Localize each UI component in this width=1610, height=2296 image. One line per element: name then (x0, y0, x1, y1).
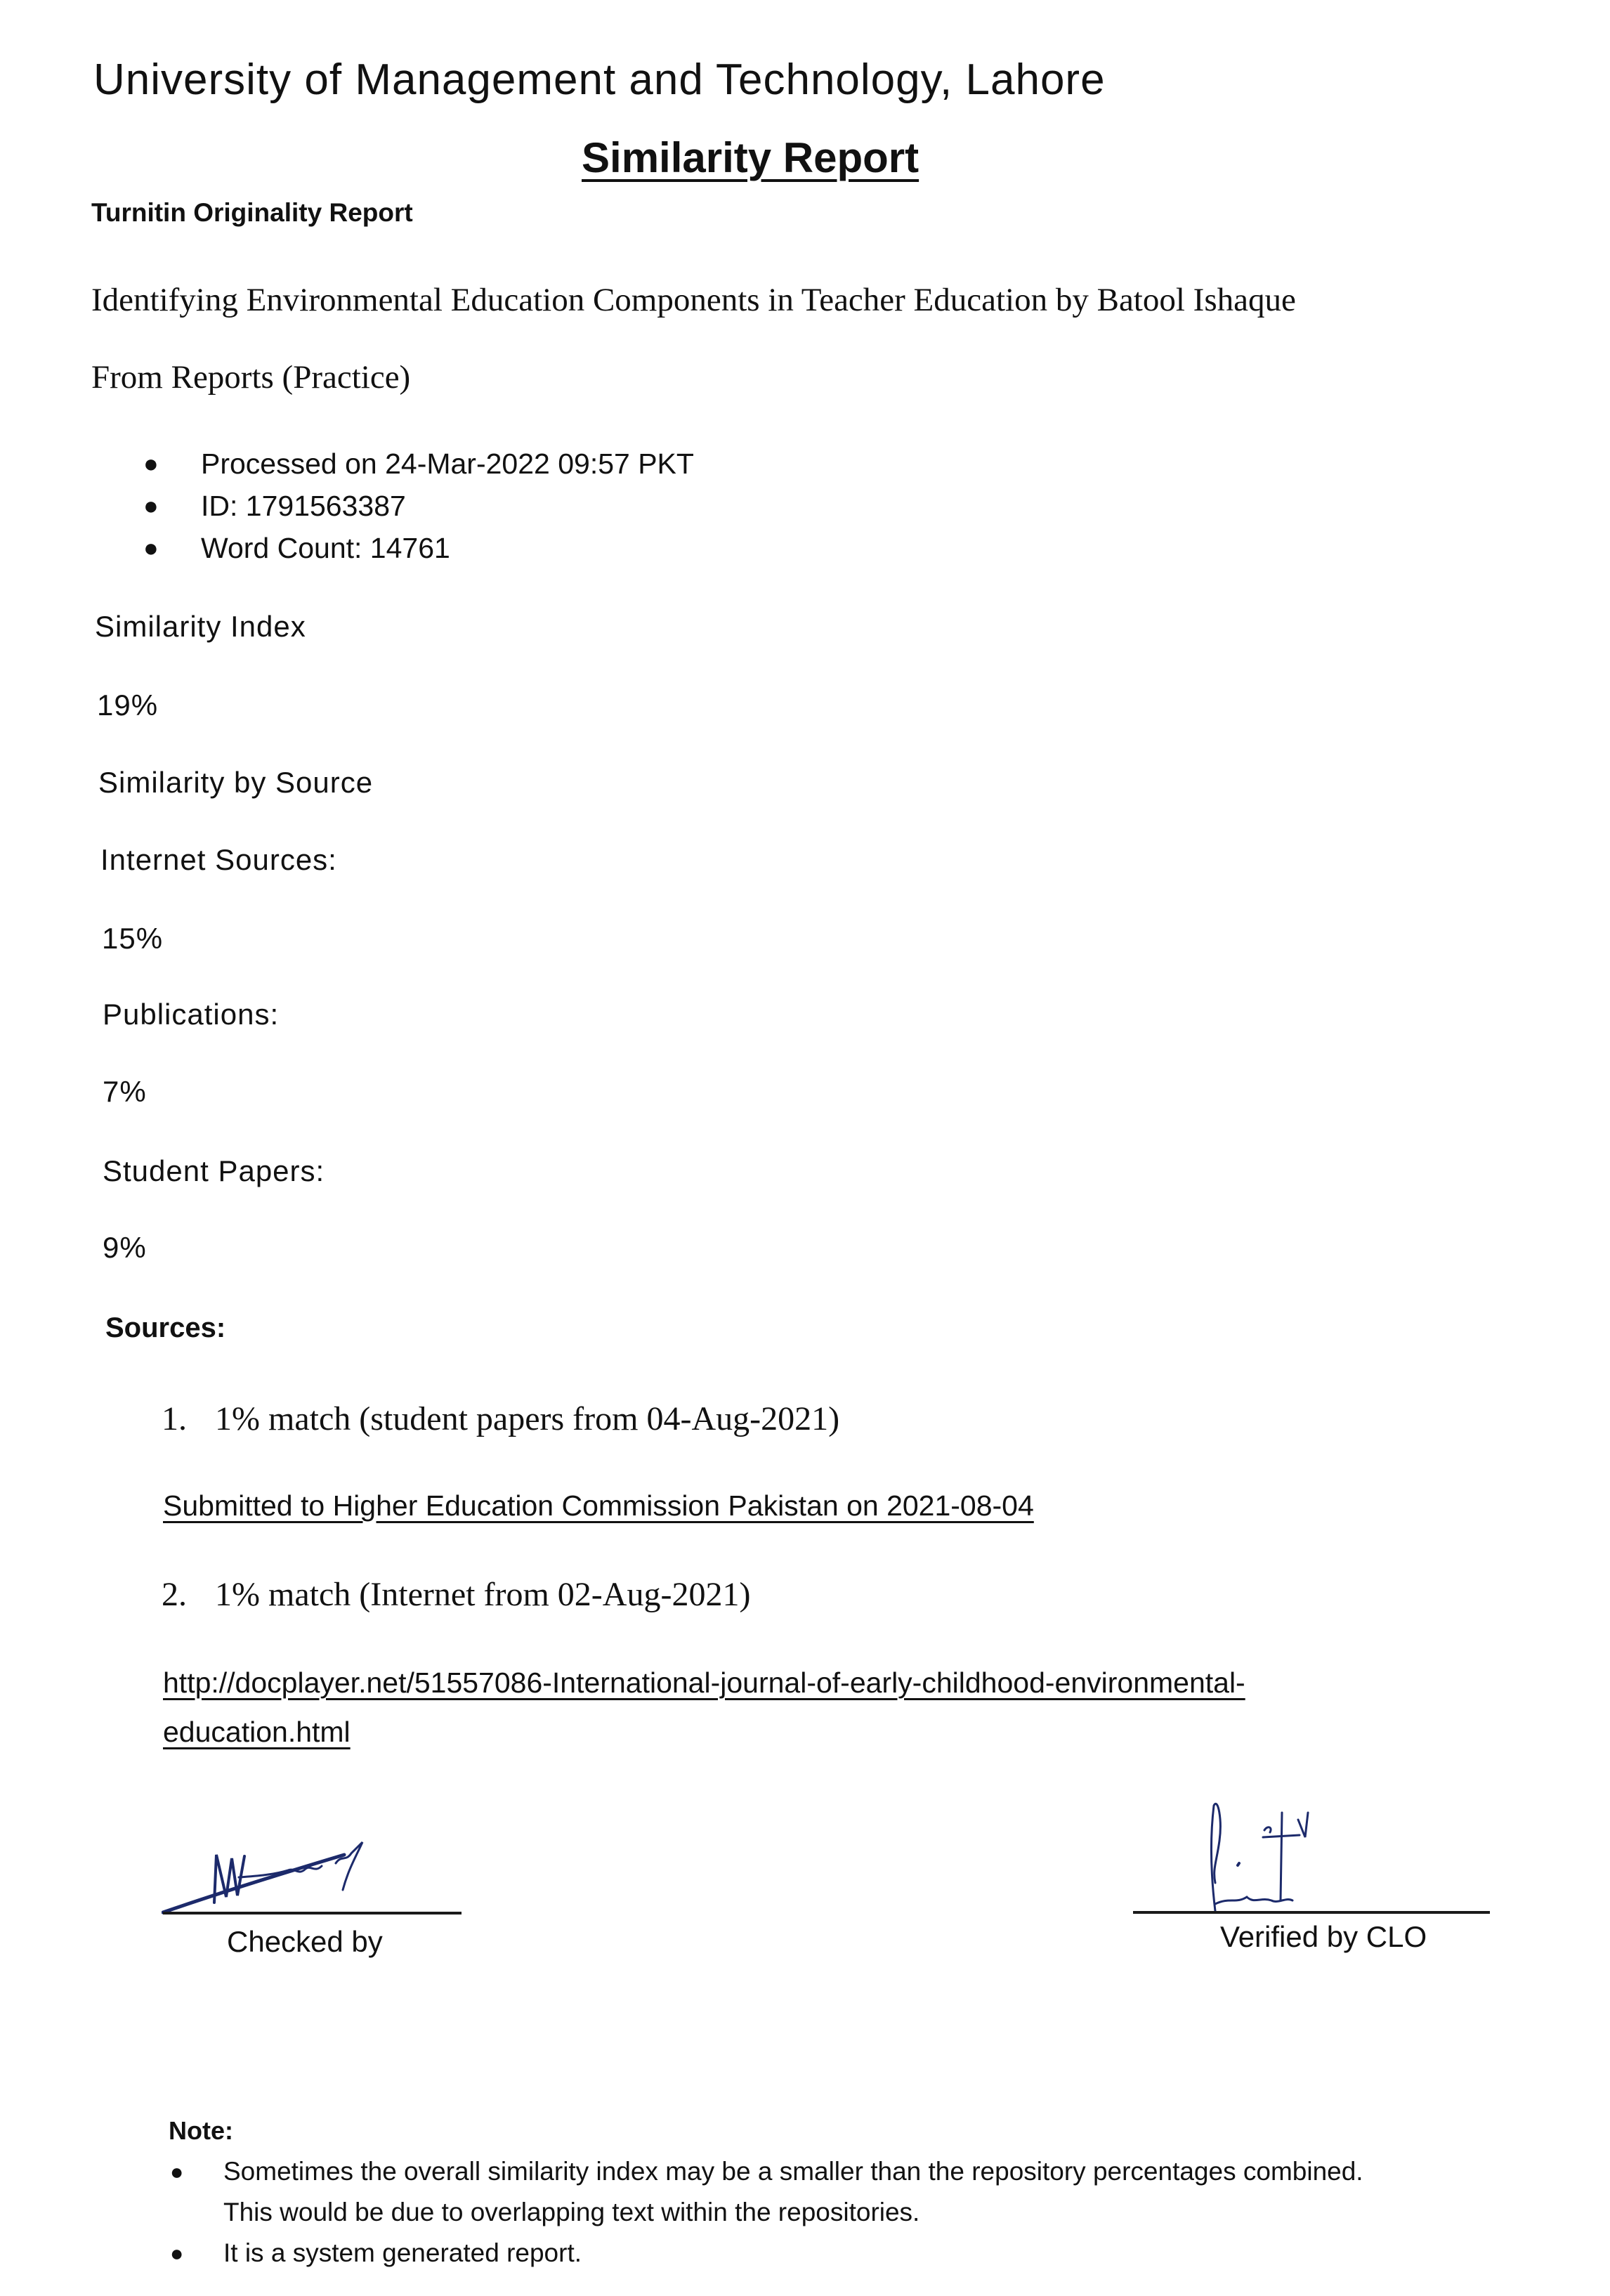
bullet-icon: ● (143, 491, 159, 520)
verified-by-label: Verified by CLO (1220, 1920, 1427, 1953)
report-subtitle: Turnitin Originality Report (91, 198, 413, 227)
verified-by-signature (1194, 1799, 1405, 1918)
note-item-overlap-line-2: This would be due to overlapping text within the repositories. (223, 2198, 920, 2226)
meta-processed-text: Processed on 24-Mar-2022 09:57 PKT (201, 448, 694, 480)
sources-heading: Sources: (105, 1312, 226, 1343)
source-2-link-continued[interactable]: education.html (163, 1716, 351, 1748)
source-2-header (162, 1575, 750, 1614)
note-item-overlap-line-1: Sometimes the overall similarity index may be a smaller than the repository percentages combined. (223, 2157, 1363, 2186)
meta-word-count-text: Word Count: 14761 (201, 532, 450, 564)
note-item-system-text: It is a system generated report. (223, 2238, 582, 2267)
bullet-icon: ● (170, 2240, 184, 2266)
document-title: Identifying Environmental Education Components in Teacher Education by Batool Ishaque (91, 282, 1296, 318)
student-papers-label: Student Papers: (103, 1154, 325, 1187)
checked-by-label: Checked by (227, 1925, 383, 1958)
source-1-link[interactable]: Submitted to Higher Education Commission Pakistan on 2021-08-04 (163, 1489, 1034, 1522)
source-2-link[interactable]: http://docplayer.net/51557086-International-journal-of-early-childhood-environmental- (163, 1666, 1245, 1699)
note-list (169, 2151, 1363, 2274)
report-title: Similarity Report (582, 134, 919, 181)
publications-value: 7% (103, 1075, 147, 1108)
internet-sources-label: Internet Sources: (100, 843, 337, 876)
institution-name: University of Management and Technology, Lahore (93, 56, 1106, 104)
publications-label: Publications: (103, 998, 280, 1031)
bullet-icon: ● (143, 533, 159, 562)
checked-by-signature (162, 1827, 457, 1918)
student-papers-value: 9% (103, 1231, 147, 1264)
metadata-list (140, 443, 694, 569)
verified-by-signature-line (1133, 1911, 1490, 1914)
note-heading: Note: (169, 2116, 233, 2145)
source-2-number: 2. (162, 1576, 187, 1613)
meta-id-text: ID: 1791563387 (201, 490, 406, 522)
note-item-system (169, 2233, 1363, 2274)
source-2-match: 1% match (Internet from 02-Aug-2021) (215, 1576, 751, 1613)
document-source: From Reports (Practice) (91, 359, 411, 396)
bullet-icon: ● (143, 449, 159, 478)
source-1-header (162, 1400, 839, 1438)
source-1-match: 1% match (student papers from 04-Aug-2021) (215, 1400, 840, 1437)
similarity-by-source-label: Similarity by Source (98, 766, 374, 799)
similarity-index-label: Similarity Index (95, 610, 306, 643)
meta-id (140, 485, 694, 527)
internet-sources-value: 15% (102, 922, 164, 955)
checked-by-signature-line (163, 1912, 462, 1915)
note-item-overlap (169, 2151, 1363, 2233)
meta-processed (140, 443, 694, 485)
source-1-number: 1. (162, 1400, 187, 1437)
meta-word-count (140, 527, 694, 569)
similarity-index-value: 19% (97, 689, 159, 722)
bullet-icon: ● (170, 2159, 184, 2184)
